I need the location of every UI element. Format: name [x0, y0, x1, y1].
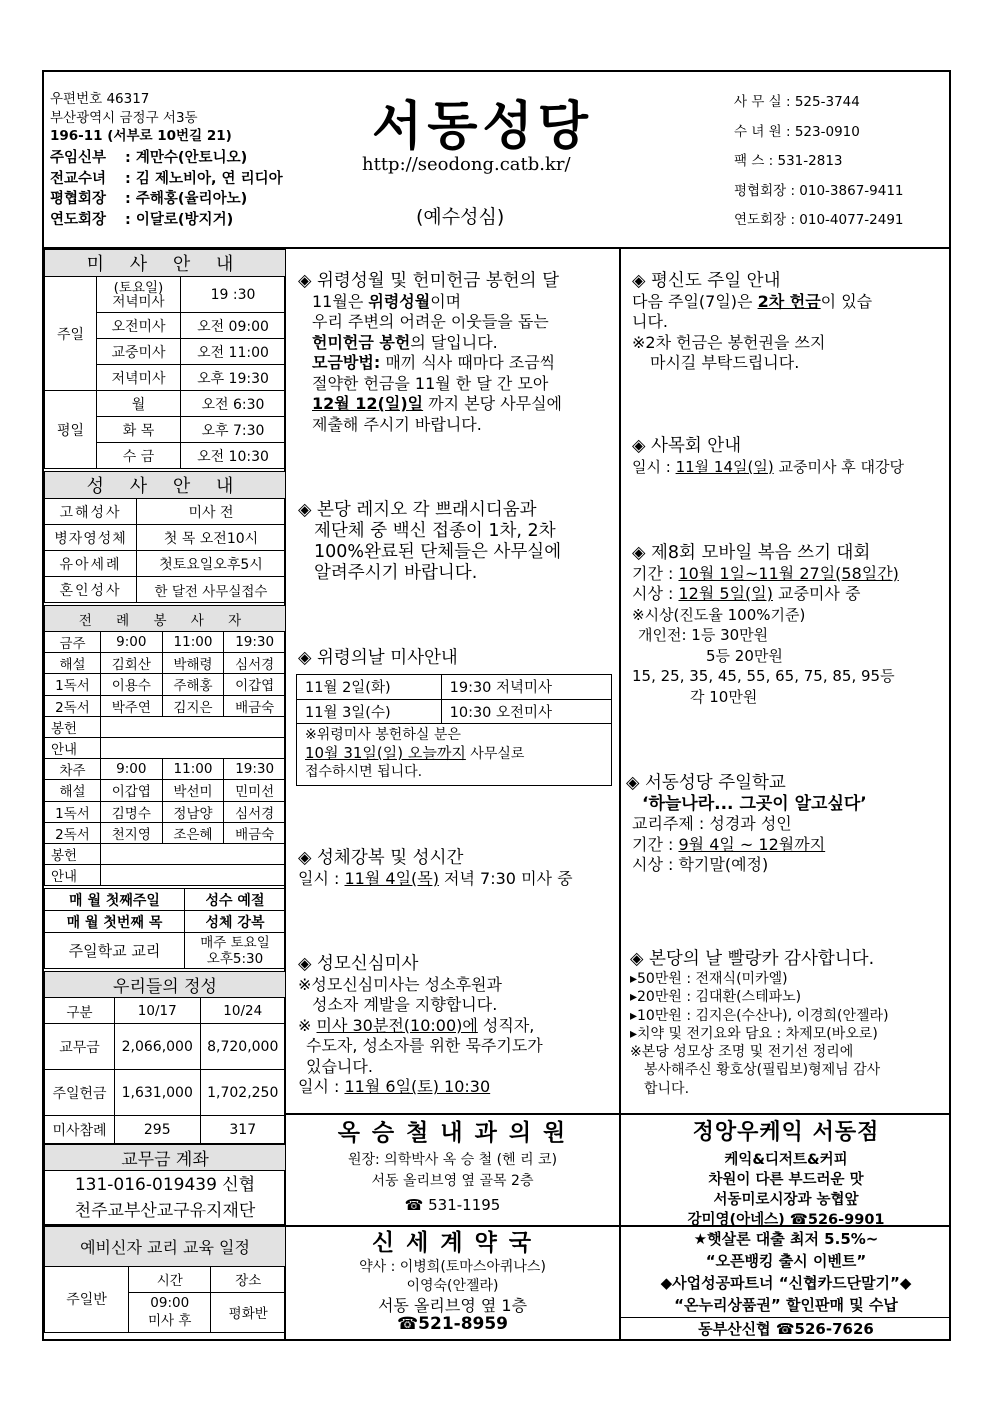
ad-pharmacy [286, 1228, 619, 1334]
catechumen-table [44, 1226, 286, 1333]
staff-name: 계만수(안토니오) [135, 150, 248, 166]
text: 12월 5일(일) [678, 584, 773, 603]
all-souls-box [296, 674, 612, 786]
server: 민미선 [224, 780, 286, 801]
text: 교중미사 중 [772, 584, 861, 603]
text: ▸10만원 : 김지은(수산나), 이경희(안젤라) [630, 1007, 889, 1024]
text: 5등 20만원 [706, 646, 783, 665]
finance-header: 10/17 [115, 998, 201, 1024]
sacrament-name: 병자영성체 [45, 525, 137, 551]
week-label: 금주 [45, 632, 101, 653]
text: 성직자, [477, 1015, 535, 1035]
text: 기간 : [632, 563, 679, 583]
account-number: 131-016-019439 신협 [74, 1174, 256, 1195]
ad-line: 서동 올리브영 옆 1층 [377, 1296, 528, 1315]
address-line: 부산광역시 금정구 서3동 [50, 109, 198, 126]
time-header: 9:00 [101, 759, 163, 780]
text: 11월 14일(일) [675, 457, 774, 476]
contact-list [734, 88, 904, 236]
ad-line: ★햇살론 대출 최저 5.5%~ [693, 1230, 879, 1248]
weekday-label: 평일 [45, 391, 97, 469]
article-parish-day [630, 948, 889, 1098]
server: 박해령 [162, 653, 224, 674]
account-table [44, 1144, 286, 1226]
server: 이갑엽 [101, 780, 163, 801]
mass-cell: 10:30 오전미사 [441, 699, 611, 723]
server: 심서경 [224, 801, 286, 822]
text: 9월 4일 ~ 12월까지 [678, 834, 826, 854]
staff-row: 평협회장 : 주해홍(율리아노) [50, 189, 283, 210]
server: 이갑엽 [224, 674, 286, 695]
text: 수도자, 성소자를 위한 묵주기도가 [306, 1036, 543, 1055]
staff-name: 이달로(방지거) [135, 211, 234, 228]
sunday-label: 주일 [45, 277, 97, 391]
role: 2독서 [45, 822, 101, 843]
catechumen-header: 시간 [129, 1266, 211, 1292]
ad-line: 차원이 다른 부드러운 맛 [708, 1172, 864, 1188]
ad-name: 옥 승 철 내 과 의 원 [337, 1120, 568, 1146]
mass-name: (토요일) 저녁미사 [97, 277, 181, 313]
article-marian-mass [298, 954, 543, 1098]
text: 시상 : 학기말(예정) [632, 855, 769, 874]
finance-value: 317 [200, 1116, 286, 1144]
contact-line: 연도회장 : 010-4077-2491 [734, 212, 904, 228]
article-pastoral-council [632, 436, 904, 477]
servers-title: 전 례 봉 사 자 [45, 606, 286, 632]
text: 절약한 헌금을 11월 한 달 간 모아 [312, 373, 549, 393]
monthly-label: 매 월 첫째주일 [45, 889, 185, 911]
staff-role: 주임신부 [50, 150, 107, 166]
text: 합니다. [644, 1080, 690, 1097]
text: 매끼 식사 때마다 조금씩 [380, 353, 556, 372]
article-all-souls [298, 648, 458, 669]
text: 일시 : [298, 1077, 345, 1096]
role: 1독서 [45, 801, 101, 822]
server [101, 843, 286, 864]
text: ※시상(진도율 100%기준) [632, 605, 806, 624]
time-header: 11:00 [162, 759, 224, 780]
staff-row: 연도회장 : 이달로(방지거) [50, 210, 283, 231]
date-cell: 11월 2일(화) [297, 675, 441, 699]
text: 위령성월 [368, 291, 431, 311]
finance-header: 구분 [45, 998, 115, 1024]
mass-name: 월 [97, 391, 181, 417]
monthly-event: 성수 예절 [185, 889, 286, 911]
role: 안내 [45, 737, 101, 758]
school-label: 주일학교 교리 [45, 933, 185, 969]
article-reparation-month [298, 271, 562, 435]
all-souls-note [297, 724, 611, 785]
server: 조은혜 [162, 822, 224, 843]
text: ※본당 성모상 조명 및 전기선 정리에 [630, 1044, 854, 1061]
text: 모금방법: [312, 353, 381, 372]
text: ※2차 헌금은 봉헌권을 쓰지 [632, 332, 826, 352]
parish-url[interactable]: http://seodong.catb.kr/ [362, 154, 571, 175]
contact-line: 수 녀 원 : 523-0910 [734, 123, 860, 140]
mass-time: 오후 7:30 [181, 417, 286, 443]
text: 10월 1일~11월 27일(58일간) [678, 563, 899, 583]
text: 11월은 [312, 291, 369, 311]
school-time: 매주 토요일 오후5:30 [185, 933, 286, 969]
text: 교중미사 후 대강당 [773, 457, 904, 476]
role: 안내 [45, 865, 101, 886]
server [101, 716, 286, 737]
finance-value: 8,720,000 [200, 1024, 286, 1070]
text: 이 있습 [820, 291, 873, 311]
ad-name: 신 세 계 약 국 [371, 1230, 534, 1256]
text: 11월 6일(토) 10:30 [344, 1077, 491, 1096]
text: ※성모신심미사는 성소후원과 [298, 974, 502, 994]
text: 11월 4일(목) [344, 868, 439, 888]
parish-title: 서동성당 [372, 97, 593, 157]
text: 제출해 주시기 바랍니다. [312, 414, 482, 434]
text: 12월 12(일)일 [312, 394, 424, 413]
bulletin-page [42, 70, 951, 1341]
text: 의 달입니다. [410, 332, 498, 352]
week-label: 차주 [45, 759, 101, 780]
ad-phone: ☎521-8959 [396, 1314, 509, 1334]
article-title: ◈ 위령성월 및 헌미헌금 봉헌의 달 [298, 271, 560, 291]
mass-name: 화 목 [97, 417, 181, 443]
mass-time: 오전 6:30 [181, 391, 286, 417]
ad-line: ◆사업성공파트너 “신협카드단말기”◆ [660, 1274, 912, 1292]
monthly-event: 성체 강복 [185, 911, 286, 933]
mass-name: 저녁미사 [97, 365, 181, 391]
mass-time: 오후 19:30 [181, 365, 286, 391]
text: 기간 : [632, 834, 679, 854]
role: 해설 [45, 780, 101, 801]
text: 15, 25, 35, 45, 55, 65, 75, 85, 95등 [632, 667, 895, 685]
ad-line: 이영숙(안젤라) [406, 1278, 499, 1294]
sacrament-table [44, 471, 286, 603]
article-title: ◈ 사목회 안내 [632, 436, 742, 456]
sacrament-name: 유아세례 [45, 551, 137, 577]
text: 100%완료된 단체들은 사무실에 [314, 542, 562, 562]
header [44, 72, 949, 249]
ad-line: 약사 : 이병희(토마스아퀴나스) [359, 1259, 546, 1275]
text: 사무실로 [465, 745, 525, 762]
sacrament-info: 첫토요일오후5시 [137, 551, 286, 577]
ad-name: 정앙우케익 서동점 [692, 1120, 880, 1145]
finance-title: 우리들의 정성 [45, 972, 286, 998]
text: 다음 주일(7일)은 [632, 291, 758, 311]
text: 개인전: 1등 30만원 [638, 626, 769, 644]
time-header: 9:00 [101, 632, 163, 653]
article-title: ◈ 성모신심미사 [298, 954, 419, 974]
server: 박선미 [162, 780, 224, 801]
staff-row: 주임신부 : 계만수(안토니오) [50, 148, 283, 169]
article-sunday-school [626, 773, 867, 876]
text: 일시 : [298, 868, 345, 888]
text: 일시 : [632, 457, 676, 476]
ad-line: 케익&디저트&커피 [724, 1152, 848, 1168]
all-souls-table [297, 675, 611, 724]
catechumen-class: 주일반 [45, 1266, 129, 1332]
finance-header: 10/24 [200, 998, 286, 1024]
mass-time: 오전 11:00 [181, 339, 286, 365]
mass-name: 교중미사 [97, 339, 181, 365]
ad-line: 동부산신협 ☎526-7626 [621, 1317, 951, 1340]
server: 배금숙 [224, 695, 286, 716]
text: ▸20만원 : 김대환(스테파노) [630, 989, 802, 1006]
text: 있습니다. [306, 1056, 373, 1076]
sacrament-name: 혼인성사 [45, 577, 137, 603]
article-title: ◈ 성체강복 및 성시간 [298, 848, 464, 868]
text: 미사 30분전(10:00)에 [316, 1015, 478, 1035]
article-title: ◈ 제8회 모바일 복음 쓰기 대회 [632, 543, 871, 563]
finance-value: 1,702,250 [200, 1070, 286, 1116]
article-title: ◈ 본당의 날 빨랑카 감사합니다. [630, 949, 875, 969]
text: 이며 [430, 291, 462, 311]
ad-line: 강미영(아네스) ☎526-9901 [687, 1212, 885, 1228]
sacrament-info: 미사 전 [137, 499, 286, 525]
ad-phone: ☎ 531-1195 [404, 1196, 501, 1214]
text: 성소자 계발을 지향합니다. [312, 995, 498, 1014]
sacrament-info: 첫 목 오전10시 [137, 525, 286, 551]
text: 알려주시기 바랍니다. [314, 563, 478, 583]
text: 접수하시면 됩니다. [305, 763, 423, 780]
article-title: ◈ 서동성당 주일학교 [626, 773, 786, 793]
article-title: ◈ 본당 레지오 각 쁘래시디움과 [298, 500, 537, 520]
text: 까지 본당 사무실에 [423, 394, 563, 413]
mass-time: 19 :30 [181, 277, 286, 313]
ad-line: 원장: 의학박사 옥 승 철 (헨 리 코) [347, 1152, 558, 1168]
time-header: 11:00 [162, 632, 224, 653]
account-title: 교무금 계좌 [45, 1145, 286, 1171]
text: 10월 31일(일) 오늘까지 [305, 743, 466, 762]
staff-list [50, 148, 283, 230]
contact-line: 사 무 실 : 525-3744 [734, 94, 860, 110]
catechumen-title: 예비신자 교리 교육 일정 [45, 1226, 286, 1266]
finance-value: 1,631,000 [115, 1070, 201, 1116]
finance-value: 2,066,000 [115, 1024, 201, 1070]
text: ▸50만원 : 전재식(미카엘) [630, 971, 788, 987]
finance-table [44, 971, 286, 1144]
text: ※위령미사 봉헌하실 분은 [305, 726, 461, 743]
address-line: 우편번호 46317 [50, 91, 150, 107]
server [101, 865, 286, 886]
ad-line: “온누리상품권” 할인판매 및 수납 [674, 1296, 898, 1314]
mass-time: 오전 10:30 [181, 443, 286, 469]
staff-row: 전교수녀 : 김 제노비아, 연 리디아 [50, 169, 283, 190]
text: 우리 주변의 어려운 이웃들을 돕는 [312, 312, 549, 331]
ad-clinic [286, 1116, 619, 1218]
mass-schedule-table [44, 249, 286, 469]
ad-line: 서동미로시장과 농협앞 [713, 1192, 859, 1208]
role: 1독서 [45, 674, 101, 695]
catechumen-header: 장소 [211, 1266, 286, 1292]
text: 시상 : [632, 584, 679, 603]
ad-cake [621, 1116, 951, 1230]
text: 니다. [632, 312, 668, 331]
text: 제단체 중 백신 접종이 1차, 2차 [314, 521, 556, 541]
role: 해설 [45, 653, 101, 674]
role: 봉헌 [45, 716, 101, 737]
text: ▸치약 및 전기요와 담요 : 차제모(바오로) [630, 1025, 878, 1042]
article-title: ◈ 위령의날 미사안내 [298, 648, 458, 668]
staff-role: 평협회장 [50, 191, 107, 207]
staff-role: 전교수녀 [50, 170, 107, 187]
staff-name: 김 제노비아, 연 리디아 [135, 170, 283, 187]
liturgical-theme: (예수성심) [416, 206, 505, 228]
server: 이용수 [101, 674, 163, 695]
account-holder: 천주교부산교구유지재단 [74, 1200, 256, 1221]
text: 교리주제 : 성경과 성인 [632, 814, 792, 833]
ad-line: “오픈뱅킹 출시 이벤트” [705, 1252, 867, 1270]
text: 2차 헌금 [757, 291, 821, 311]
server: 천지영 [101, 822, 163, 843]
ad-bank [621, 1228, 951, 1340]
text: ※ [298, 1015, 317, 1035]
contact-line: 평협회장 : 010-3867-9411 [734, 182, 904, 199]
role: 2독서 [45, 695, 101, 716]
sacrament-info: 한 달전 사무실접수 [137, 577, 286, 603]
address-line: 196-11 (서부로 10번길 21) [50, 128, 232, 144]
ad-line: 서동 올리브영 옆 골목 2층 [371, 1173, 534, 1189]
text: 마시길 부탁드립니다. [650, 353, 800, 372]
staff-name: 주해홍(율리아노) [135, 191, 248, 207]
finance-label: 미사참례 [45, 1116, 115, 1144]
article-title: ◈ 평신도 주일 안내 [632, 271, 781, 291]
server: 김회산 [101, 653, 163, 674]
text: ‘하늘나라... 그곳이 알고싶다’ [642, 793, 867, 814]
mass-time: 오전 09:00 [181, 313, 286, 339]
catechumen-place: 평화반 [211, 1292, 286, 1332]
role: 봉헌 [45, 843, 101, 864]
text: 저녁 7:30 미사 중 [438, 868, 573, 888]
mass-name: 오전미사 [97, 313, 181, 339]
article-gospel-contest [632, 543, 899, 707]
time-header: 19:30 [224, 632, 286, 653]
text: 각 10만원 [690, 687, 758, 706]
server: 박주연 [101, 695, 163, 716]
monthly-label: 매 월 첫번째 목 [45, 911, 185, 933]
sacrament-name: 고해성사 [45, 499, 137, 525]
server: 김명수 [101, 801, 163, 822]
time-header: 19:30 [224, 759, 286, 780]
server [101, 737, 286, 758]
article-benediction [298, 848, 573, 889]
account-info [45, 1171, 286, 1225]
text: 봉사해주신 황호상(필립보)형제님 감사 [644, 1062, 881, 1079]
staff-role: 연도회장 [50, 211, 107, 228]
address [50, 90, 232, 146]
finance-label: 주일헌금 [45, 1070, 115, 1116]
monthly-table [44, 888, 286, 969]
server: 심서경 [224, 653, 286, 674]
date-cell: 11월 3일(수) [297, 699, 441, 723]
article-vaccination [298, 500, 561, 584]
article-laity-sunday [632, 271, 872, 374]
mass-cell: 19:30 저녁미사 [441, 675, 611, 699]
catechumen-time: 09:00 미사 후 [129, 1292, 211, 1332]
liturgy-servers-table [44, 605, 286, 886]
mass-name: 수 금 [97, 443, 181, 469]
left-column [44, 249, 286, 1333]
text: 헌미헌금 봉헌 [312, 332, 411, 352]
server: 주해홍 [162, 674, 224, 695]
server: 배금숙 [224, 822, 286, 843]
server: 김지은 [162, 695, 224, 716]
server: 정남양 [162, 801, 224, 822]
sacrament-title: 성 사 안 내 [45, 472, 286, 499]
contact-line: 팩 스 : 531-2813 [734, 153, 843, 169]
finance-label: 교무금 [45, 1024, 115, 1070]
mass-title: 미 사 안 내 [45, 250, 286, 277]
finance-value: 295 [115, 1116, 201, 1144]
